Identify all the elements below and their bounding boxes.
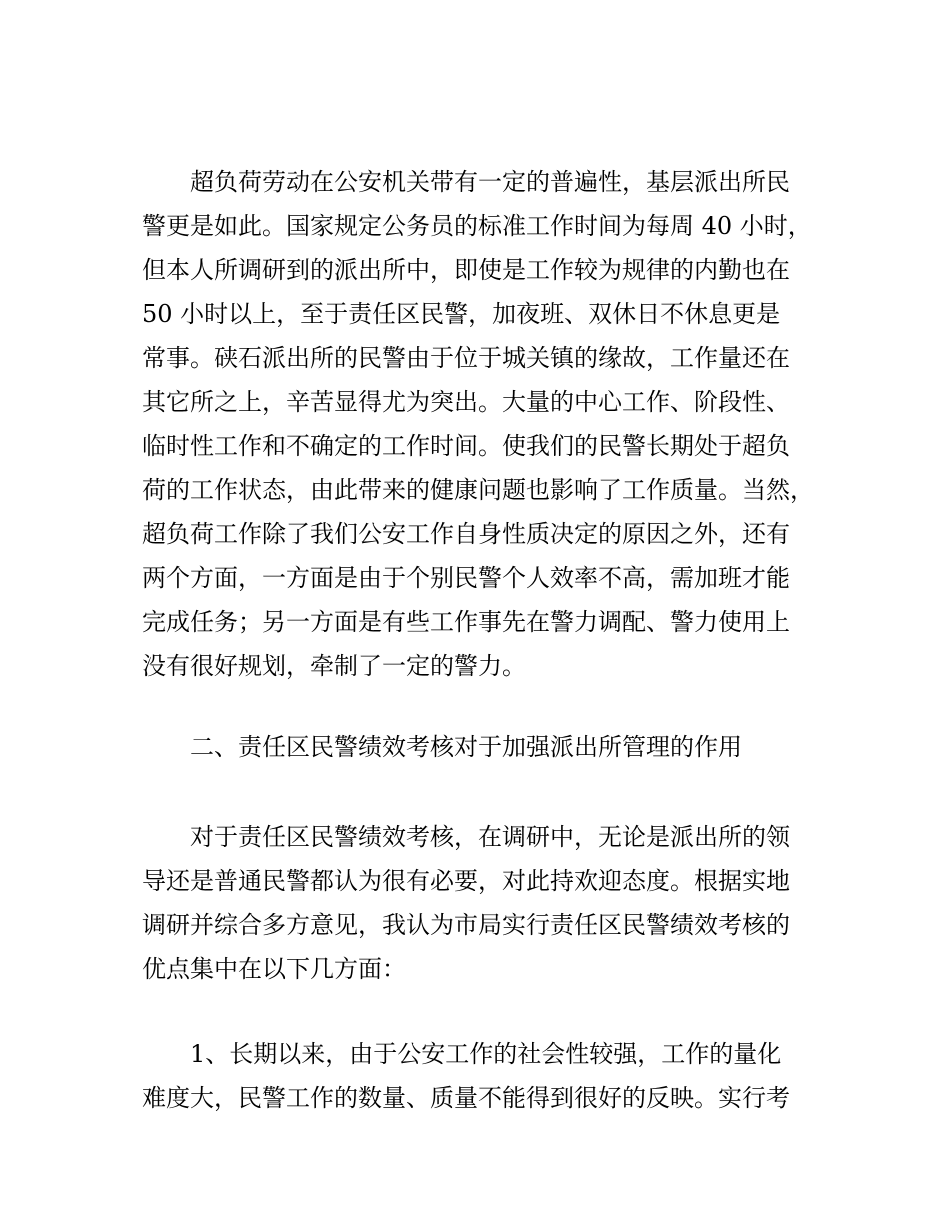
text-line: 1、长期以来，由于公安工作的社会性较强，工作的量化	[190, 1040, 782, 1068]
text-line: 对于责任区民警绩效考核，在调研中，无论是派出所的领	[190, 823, 790, 851]
paragraph-point-1	[142, 1032, 822, 1120]
text-line: 超负荷劳动在公安机关带有一定的普遍性，基层派出所民	[190, 168, 790, 196]
text-line: 荷的工作状态，由此带来的健康问题也影响了工作质量。当然，	[142, 476, 814, 504]
text-line: 导还是普通民警都认为很有必要，对此持欢迎态度。根据实地	[142, 867, 790, 895]
text-line: 没有很好规划，牵制了一定的警力。	[142, 652, 526, 680]
paragraph-assessment-opinion	[142, 815, 822, 991]
text-line: 调研并综合多方意见，我认为市局实行责任区民警绩效考核的	[142, 911, 790, 939]
section-heading	[142, 725, 822, 769]
text-line: 两个方面，一方面是由于个别民警个人效率不高，需加班才能	[142, 564, 790, 592]
text-line: 难度大，民警工作的数量、质量不能得到很好的反映。实行考	[142, 1084, 790, 1112]
text-line: 临时性工作和不确定的工作时间。使我们的民警长期处于超负	[142, 432, 790, 460]
text-line: 超负荷工作除了我们公安工作自身性质决定的原因之外，还有	[142, 520, 790, 548]
text-line: 但本人所调研到的派出所中，即使是工作较为规律的内勤也在	[142, 256, 790, 284]
text-line: 警更是如此。国家规定公务员的标准工作时间为每周 40 小时，	[142, 212, 812, 240]
paragraph-overload-work	[142, 160, 822, 688]
text-line: 其它所之上，辛苦显得尤为突出。大量的中心工作、阶段性、	[142, 388, 790, 416]
text-line: 优点集中在以下几方面：	[142, 955, 406, 983]
section-heading-text: 二、责任区民警绩效考核对于加强派出所管理的作用	[190, 733, 742, 761]
text-line: 50 小时以上，至于责任区民警，加夜班、双休日不休息更是	[142, 300, 781, 328]
text-line: 完成任务；另一方面是有些工作事先在警力调配、警力使用上	[142, 608, 790, 636]
text-line: 常事。硖石派出所的民警由于位于城关镇的缘故，工作量还在	[142, 344, 790, 372]
